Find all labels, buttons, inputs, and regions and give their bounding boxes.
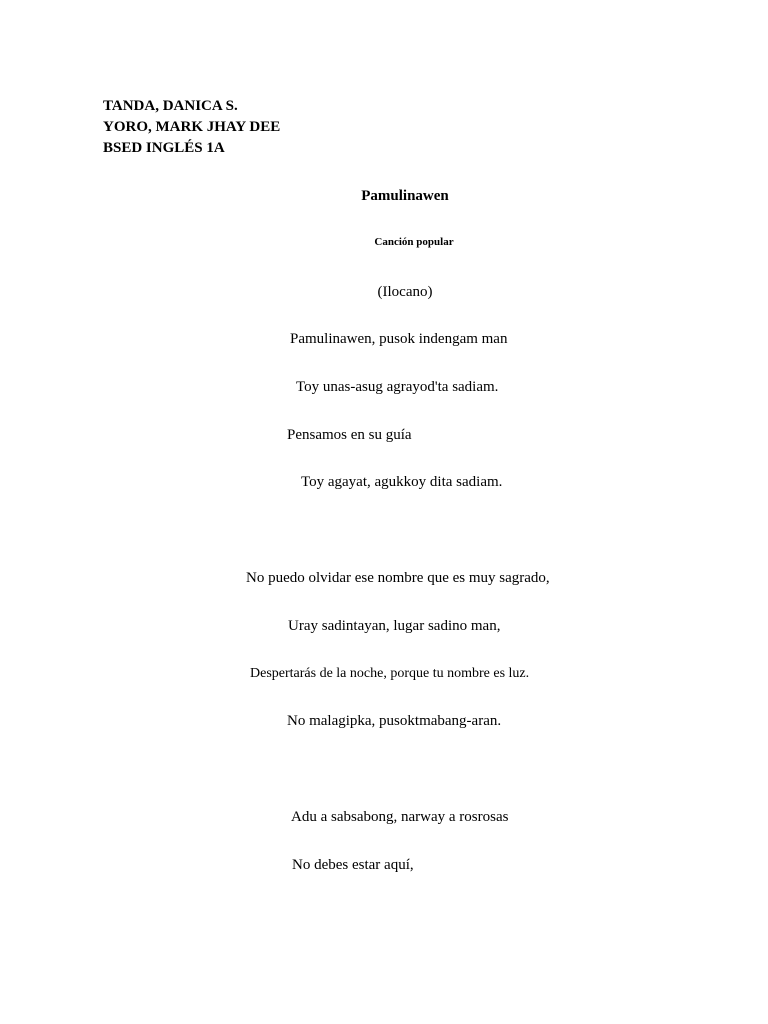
lyric-line: Uray sadintayan, lugar sadino man, [288, 618, 501, 634]
author-name-2: YORO, MARK JHAY DEE [103, 119, 281, 135]
song-title: Pamulinawen [361, 188, 449, 204]
lyric-line: Pamulinawen, pusok indengam man [290, 331, 508, 347]
lyric-line: Toy agayat, agukkoy dita sadiam. [301, 474, 503, 490]
lyric-line: Adu a sabsabong, narway a rosrosas [291, 809, 509, 825]
lyric-line: Toy unas-asug agrayod'ta sadiam. [296, 379, 499, 395]
lyric-line: No debes estar aquí, [292, 857, 414, 873]
lyric-line: Pensamos en su guía [287, 427, 412, 443]
lyric-line: No puedo olvidar ese nombre que es muy sagrado, [246, 570, 550, 586]
lyric-line: Despertarás de la noche, porque tu nombre es luz. [250, 666, 530, 681]
course-label: BSED INGLÉS 1A [103, 140, 225, 156]
song-subtitle: Canción popular [374, 236, 454, 248]
song-language: (Ilocano) [377, 284, 433, 300]
lyric-line: No malagipka, pusoktmabang-aran. [287, 713, 502, 729]
author-name-1: TANDA, DANICA S. [103, 98, 238, 114]
